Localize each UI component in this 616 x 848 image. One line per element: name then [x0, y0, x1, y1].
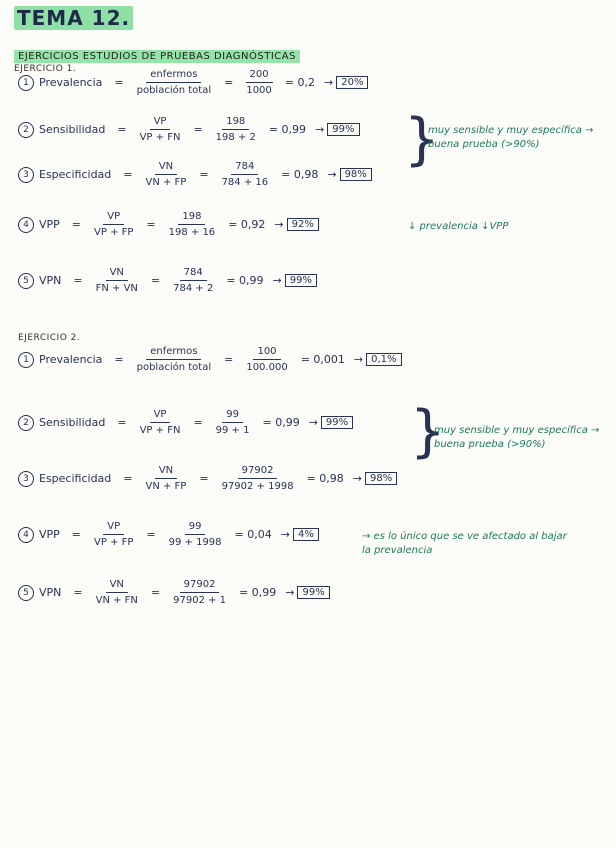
ex1-note-prevalence: ↓ prevalencia ↓VPP — [408, 221, 509, 232]
step-number: 4 — [18, 527, 34, 543]
ex1-vpp-formula: 4 VPP = $\frac{VP}{VP + FP}$ = $\frac{198}{198 + 16}$ = 0,92 → 92% — [18, 210, 319, 239]
result: = 0,99 — [268, 123, 307, 136]
brace-ex2: } — [410, 399, 446, 464]
result-box: 98% — [340, 168, 372, 181]
definition-fraction: $\frac{\text{enfermos}}{\text{población total}}$ — [136, 69, 212, 96]
definition-fraction: $\frac{VN}{FN + VN}$ — [95, 267, 138, 294]
value-fraction: $\frac{99}{99 + 1}$ — [215, 409, 250, 436]
result-box: 0,1% — [366, 353, 401, 366]
brace-ex1: } — [404, 107, 440, 172]
ex1-vpn-formula: 5 VPN = $\frac{VN}{FN + VN}$ = $\frac{784}{784 + 2}$ = 0,99 → 99% — [18, 266, 317, 295]
ex2-note-prevalence: → es lo único que se ve afectado al bajar la prevalencia — [362, 531, 567, 556]
exercise-1-label: EJERCICIO 1. — [14, 64, 77, 74]
ex2-prevalence-formula: 1 Prevalencia = $\frac{\text{enfermos}}{\text{población total}}$ = $\frac{100}{100.000}$ = 0,001 → 0,1% — [18, 345, 402, 374]
result: = 0,99 — [262, 416, 300, 429]
value-fraction: $\frac{198}{198 + 16}$ — [168, 211, 216, 238]
exercise-2-label: EJERCICIO 2. — [18, 333, 81, 343]
result: = 0,001 — [300, 353, 345, 366]
result: = 0,2 — [284, 76, 315, 89]
result: = 0,98 — [281, 168, 319, 181]
formula-name: VPP — [39, 218, 60, 231]
ex2-vpn-formula: 5 VPN = $\frac{VN}{VN + FN}$ = $\frac{97902}{97902 + 1}$ = 0,99 → 99% — [18, 578, 330, 607]
result: = 0,98 — [306, 472, 344, 485]
ex2-specificity-formula: 3 Especificidad = $\frac{VN}{VN + FP}$ = $\frac{97902}{97902 + 1998}$ = 0,98 → 98% — [18, 464, 397, 493]
step-number: 1 — [18, 75, 34, 91]
formula-name: Prevalencia — [39, 76, 103, 89]
formula-name: Sensibilidad — [39, 416, 106, 429]
definition-fraction: $\frac{VP}{VP + FP}$ — [94, 521, 134, 548]
ex1-sensitivity-formula: 2 Sensibilidad = $\frac{VP}{VP + FN}$ = $\frac{198}{198 + 2}$ = 0,99 → 99% — [18, 115, 360, 144]
page-title: TEMA 12. — [14, 6, 133, 30]
formula-name: VPN — [39, 274, 62, 287]
ex2-sensitivity-formula: 2 Sensibilidad = $\frac{VP}{VP + FN}$ = $\frac{99}{99 + 1}$ = 0,99 → 99% — [18, 408, 353, 437]
definition-fraction: $\frac{VP}{VP + FN}$ — [139, 409, 181, 436]
formula-name: Sensibilidad — [39, 123, 106, 136]
definition-fraction: $\frac{\text{enfermos}}{\text{población total}}$ — [136, 346, 212, 373]
formula-name: Especificidad — [39, 472, 112, 485]
value-fraction: $\frac{200}{1000}$ — [246, 69, 272, 96]
result: = 0,99 — [239, 586, 277, 599]
step-number: 2 — [18, 415, 34, 431]
value-fraction: $\frac{784}{784 + 2}$ — [173, 267, 214, 294]
formula-name: VPP — [39, 528, 60, 541]
ex1-note-quality: muy sensible y muy específica → buena prueba (>90%) — [428, 125, 594, 150]
definition-fraction: $\frac{VN}{VN + FP}$ — [145, 465, 187, 492]
formula-name: Especificidad — [39, 168, 112, 181]
definition-fraction: $\frac{VN}{VN + FP}$ — [145, 161, 187, 188]
result-box: 92% — [287, 218, 319, 231]
result-box: 4% — [293, 528, 319, 541]
ex1-prevalence-formula: 1 Prevalencia = $\frac{\text{enfermos}}{\text{población total}}$ = $\frac{200}{1000}$ = 0,2 → 20% — [18, 68, 368, 97]
definition-fraction: $\frac{VP}{VP + FN}$ — [139, 116, 181, 143]
value-fraction: $\frac{198}{198 + 2}$ — [215, 116, 256, 143]
definition-fraction: $\frac{VP}{VP + FP}$ — [94, 211, 134, 238]
result: = 0,99 — [226, 274, 264, 287]
result-box: 99% — [327, 123, 359, 136]
formula-name: Prevalencia — [39, 353, 103, 366]
step-number: 2 — [18, 122, 34, 138]
definition-fraction: $\frac{VN}{VN + FN}$ — [95, 579, 138, 606]
step-number: 4 — [18, 217, 34, 233]
section-heading: EJERCICIOS ESTUDIOS DE PRUEBAS DIAGNÓSTICAS — [14, 50, 300, 63]
step-number: 3 — [18, 167, 34, 183]
step-number: 3 — [18, 471, 34, 487]
result: = 0,92 — [228, 218, 266, 231]
result-box: 20% — [336, 76, 368, 89]
value-fraction: $\frac{97902}{97902 + 1}$ — [173, 579, 227, 606]
formula-name: VPN — [39, 586, 62, 599]
value-fraction: $\frac{97902}{97902 + 1998}$ — [221, 465, 294, 492]
result: = 0,04 — [234, 528, 272, 541]
value-fraction: $\frac{784}{784 + 16}$ — [221, 161, 269, 188]
step-number: 5 — [18, 273, 34, 289]
ex2-vpp-formula: 4 VPP = $\frac{VP}{VP + FP}$ = $\frac{99}{99 + 1998}$ = 0,04 → 4% — [18, 520, 319, 549]
result-box: 99% — [321, 416, 353, 429]
value-fraction: $\frac{100}{100.000}$ — [246, 346, 288, 373]
result-box: 98% — [365, 472, 397, 485]
ex1-specificity-formula: 3 Especificidad = $\frac{VN}{VN + FP}$ = $\frac{784}{784 + 16}$ = 0,98 → 98% — [18, 160, 372, 189]
ex2-note-quality: muy sensible y muy específica → buena prueba (>90%) — [434, 425, 600, 450]
result-box: 99% — [297, 586, 329, 599]
value-fraction: $\frac{99}{99 + 1998}$ — [168, 521, 222, 548]
step-number: 1 — [18, 352, 34, 368]
step-number: 5 — [18, 585, 34, 601]
result-box: 99% — [285, 274, 317, 287]
